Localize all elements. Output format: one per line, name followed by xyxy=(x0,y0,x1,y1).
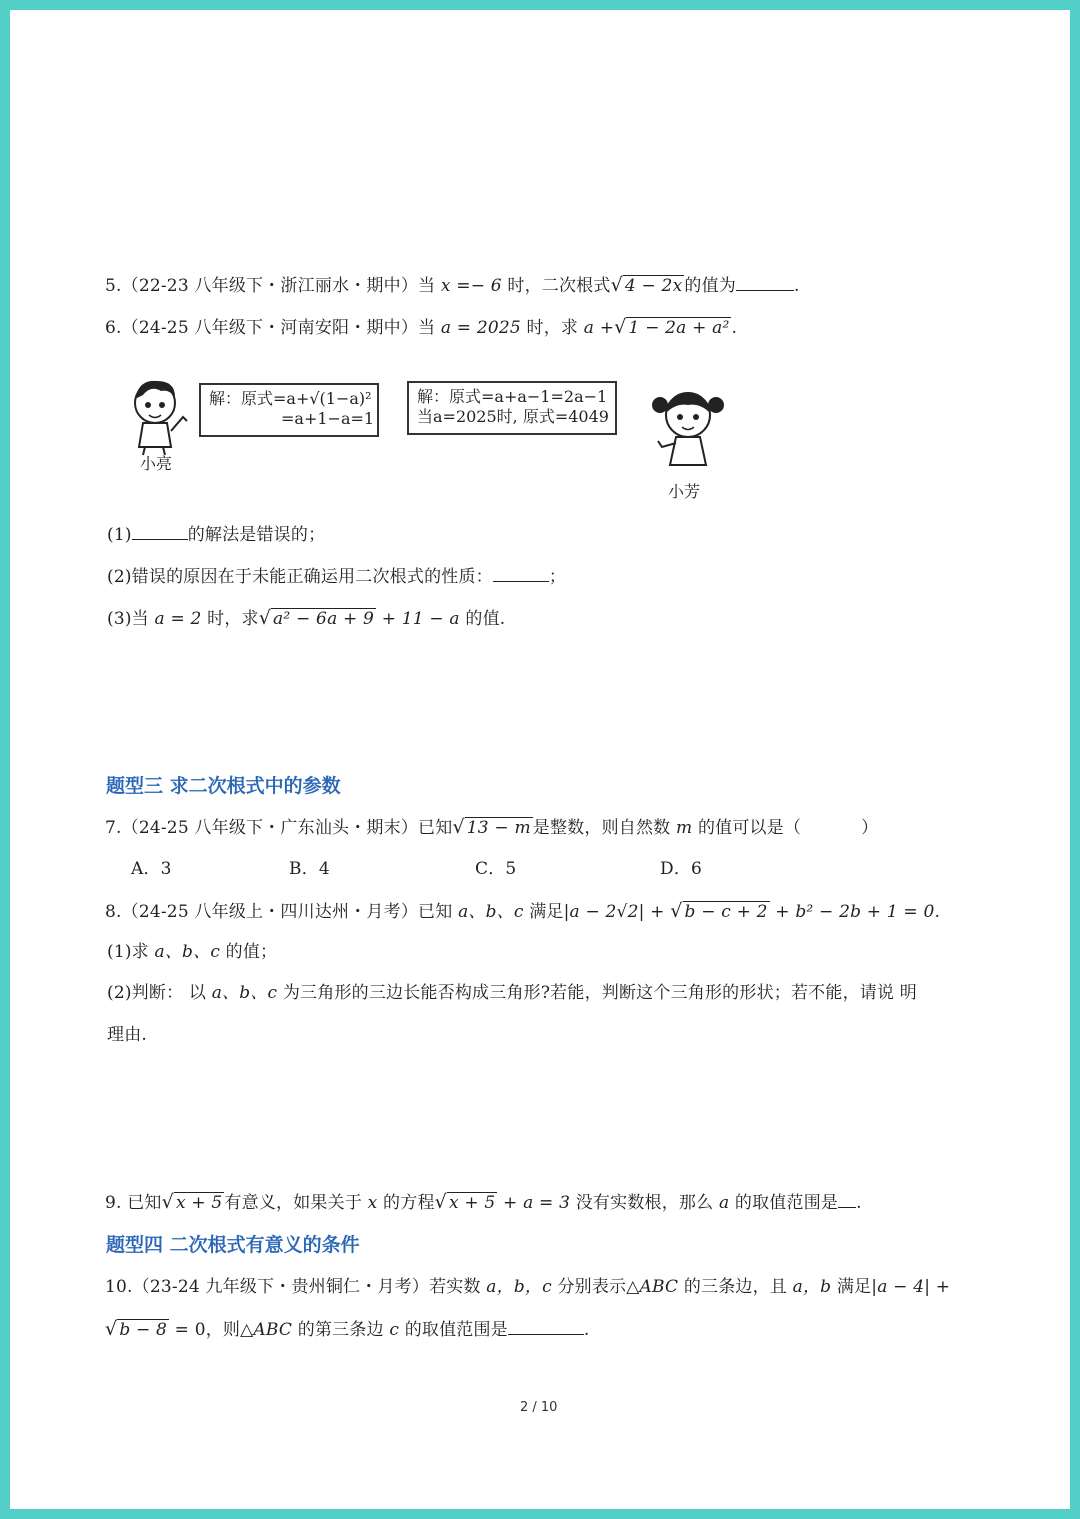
question-text: 的值； xyxy=(225,942,278,962)
question-8-part-1 xyxy=(107,940,277,964)
variable: m xyxy=(676,818,693,838)
option-a[interactable]: A．3 xyxy=(131,859,172,879)
question-text: 时，求 xyxy=(526,318,579,338)
page-number: 2 / 10 xyxy=(520,1400,558,1415)
answer-blank[interactable] xyxy=(736,273,794,291)
question-text: 已知 xyxy=(127,1193,162,1213)
expression: + a = 3 xyxy=(503,1193,571,1213)
variables: a、b、c xyxy=(154,942,221,962)
variables: a，b xyxy=(792,1277,832,1297)
sqrt-symbol: √ xyxy=(614,316,627,338)
sqrt-symbol: √ xyxy=(434,1191,447,1213)
question-text: ） xyxy=(861,818,879,838)
punctuation: . xyxy=(583,1320,590,1340)
operator: + xyxy=(650,902,665,922)
question-text: 没有实数根，那么 xyxy=(575,1193,714,1213)
question-6-part-3 xyxy=(107,606,505,631)
radicand: b − c + 2 xyxy=(684,902,768,922)
question-number: 8. xyxy=(105,902,122,922)
sqrt-symbol: √ xyxy=(258,607,272,629)
variables: a、b、c xyxy=(458,902,524,922)
sqrt-symbol: √ xyxy=(452,816,465,838)
section-heading-4: 题型四 二次根式有意义的条件 xyxy=(106,1234,360,1256)
question-text: (2)错误的原因在于未能正确运用二次根式的性质： xyxy=(107,567,493,587)
solution-box-xiaoliang xyxy=(199,383,379,437)
question-text: (1)求 xyxy=(107,942,149,962)
document-page xyxy=(10,10,1070,1509)
question-text: 满足 xyxy=(836,1277,872,1297)
option-b[interactable]: B．4 xyxy=(289,859,330,879)
part-number: (1) xyxy=(107,525,132,545)
sqrt-symbol: √ xyxy=(161,1191,174,1213)
question-text: 的值. xyxy=(465,609,506,629)
question-text: 的值可以是（ xyxy=(697,818,802,838)
solution-line: 当a=2025时, 原式=4049 xyxy=(417,407,609,426)
question-text: (3)当 xyxy=(107,609,149,629)
question-6-part-1 xyxy=(107,522,325,547)
question-text: 时，求 xyxy=(207,609,259,629)
question-8-part-2 xyxy=(107,981,917,1005)
punctuation: ； xyxy=(548,567,567,587)
radicand: a² − 6a + 9 xyxy=(273,609,375,629)
question-text: 是整数，则自然数 xyxy=(532,818,671,838)
radicand: x + 5 xyxy=(175,1193,223,1213)
question-6 xyxy=(105,315,737,340)
question-text: 分别表示△ xyxy=(557,1277,640,1297)
condition: a = 2025 xyxy=(440,318,521,338)
answer-blank[interactable] xyxy=(838,1190,856,1208)
girl-character-icon xyxy=(648,385,728,475)
radicand: 13 − m xyxy=(466,818,531,838)
question-5 xyxy=(105,273,800,298)
condition: x =− 6 xyxy=(440,276,502,296)
solution-line: =a+1−a=1 xyxy=(281,409,375,428)
triangle-name: ABC xyxy=(253,1320,293,1340)
question-text: = 0，则△ xyxy=(174,1320,254,1340)
expression: + 11 − a xyxy=(381,609,460,629)
absolute-expression: |a − 4| + xyxy=(871,1277,951,1297)
option-d[interactable]: D．6 xyxy=(660,859,703,879)
solution-line: 解：原式=a+√(1−a)² xyxy=(209,389,372,408)
section-heading-3: 题型三 求二次根式中的参数 xyxy=(106,775,341,797)
punctuation: . xyxy=(856,1193,862,1213)
question-source: （24-25 八年级下・河南安阳・期中） xyxy=(121,318,419,338)
question-10 xyxy=(105,1275,950,1299)
question-text: 满足 xyxy=(529,902,564,922)
question-text: 已知 xyxy=(418,818,453,838)
option-c[interactable]: C．5 xyxy=(475,859,517,879)
radicand: b − 8 xyxy=(119,1320,168,1340)
question-number: 7. xyxy=(105,818,122,838)
question-text: 已知 xyxy=(418,902,453,922)
radicand: 1 − 2a + a² xyxy=(628,318,730,338)
question-text: 的方程 xyxy=(383,1193,435,1213)
condition: a = 2 xyxy=(154,609,202,629)
answer-blank[interactable] xyxy=(493,564,549,582)
variables: a，b，c xyxy=(486,1277,552,1297)
question-source: （22-23 八年级下・浙江丽水・期中） xyxy=(121,276,419,296)
question-8-part-2-continued: 理由. xyxy=(107,1025,148,1045)
question-source: （23-24 九年级下・贵州铜仁・月考） xyxy=(132,1277,430,1297)
triangle-name: ABC xyxy=(639,1277,679,1297)
sqrt-symbol: √ xyxy=(610,274,623,296)
question-source: （24-25 八年级上・四川达州・月考） xyxy=(121,902,419,922)
radicand: 4 − 2x xyxy=(624,276,683,296)
question-text: 的解法是错误的； xyxy=(187,525,326,545)
variable: a xyxy=(718,1193,730,1213)
question-text: 若实数 xyxy=(429,1277,481,1297)
question-text: 当 xyxy=(418,276,436,296)
answer-blank[interactable] xyxy=(132,522,188,540)
question-7-options xyxy=(131,857,818,881)
variable: x xyxy=(367,1193,378,1213)
sqrt-symbol: √ xyxy=(105,1318,118,1340)
absolute-expression: |a − 2√2| xyxy=(563,902,645,922)
punctuation: . xyxy=(793,276,800,296)
question-number: 6. xyxy=(105,318,122,338)
question-text: 时，二次根式 xyxy=(507,276,611,296)
answer-blank[interactable] xyxy=(508,1317,584,1335)
question-number: 9. xyxy=(105,1193,122,1213)
question-8 xyxy=(105,899,940,924)
question-7 xyxy=(105,815,878,840)
variables: a、b、c xyxy=(211,983,278,1003)
question-6-part-2 xyxy=(107,564,566,589)
question-text: 的取值范围是 xyxy=(734,1193,839,1213)
expression: + b² − 2b + 1 = 0. xyxy=(775,902,941,922)
question-text: (2)判断： 以 xyxy=(107,983,207,1003)
question-text: 的值为 xyxy=(684,276,736,296)
expression: a + xyxy=(583,318,615,338)
question-text: 为三角形的三边长能否构成三角形?若能，判断这个三角形的形状；若不能，请说 明 xyxy=(282,983,917,1003)
question-number: 5. xyxy=(105,276,122,296)
sqrt-symbol: √ xyxy=(670,900,683,922)
question-text: 有意义，如果关于 xyxy=(224,1193,363,1213)
question-number: 10. xyxy=(105,1277,133,1297)
question-source: （24-25 八年级下・广东汕头・期末） xyxy=(121,818,419,838)
character-label-xiaoliang: 小亮 xyxy=(140,454,173,473)
question-text: 的三条边，且 xyxy=(683,1277,788,1297)
punctuation: . xyxy=(731,318,738,338)
question-9 xyxy=(105,1190,862,1215)
solution-box-xiaofang xyxy=(407,381,617,435)
question-text: 的第三条边 xyxy=(297,1320,384,1340)
character-label-xiaofang: 小芳 xyxy=(668,482,701,501)
solution-line: 解：原式=a+a−1=2a−1 xyxy=(417,387,608,406)
variable: c xyxy=(389,1320,400,1340)
boy-character-icon xyxy=(125,375,195,457)
question-text: 的取值范围是 xyxy=(404,1320,508,1340)
question-text: 当 xyxy=(418,318,436,338)
radicand: x + 5 xyxy=(448,1193,496,1213)
question-10-continued xyxy=(105,1317,590,1342)
